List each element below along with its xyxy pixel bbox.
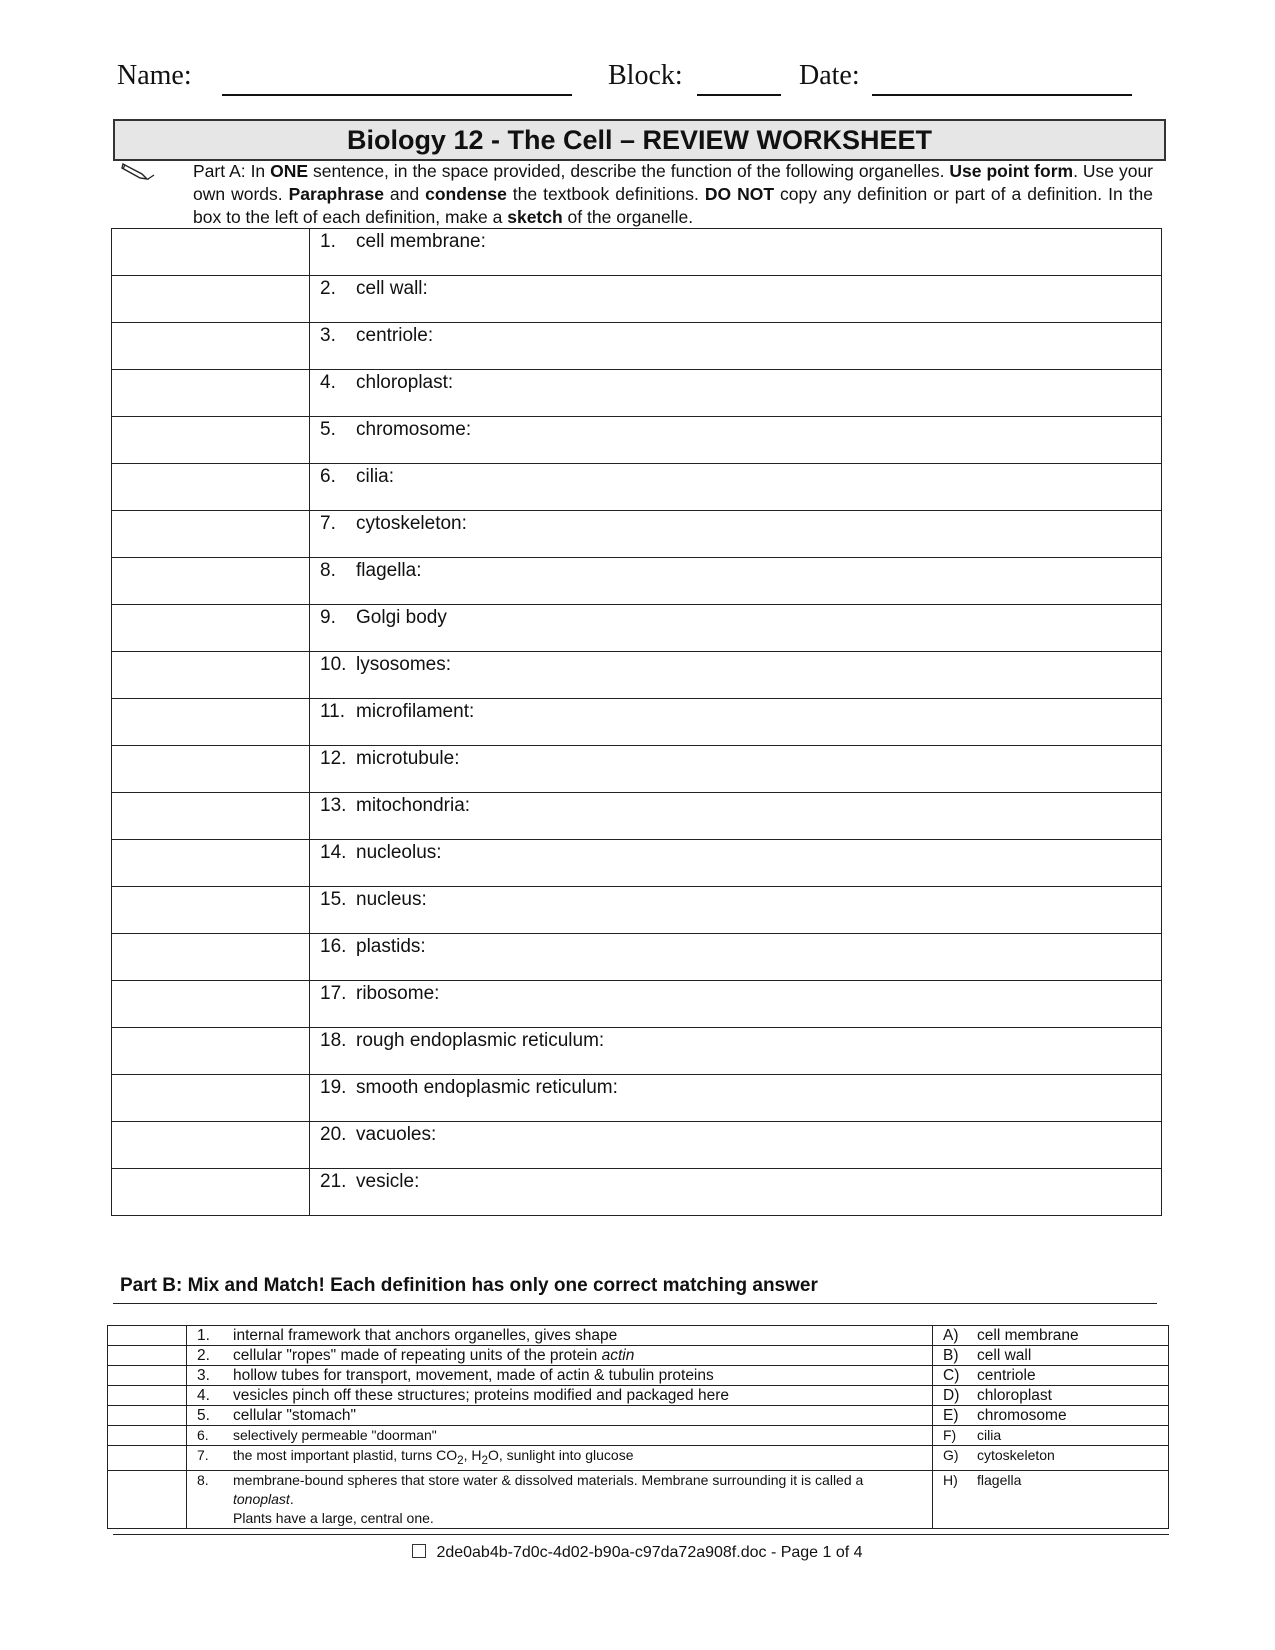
definition-box[interactable]: 13. mitochondria:: [310, 793, 1162, 840]
sketch-box[interactable]: [112, 464, 310, 511]
table-row: 3. hollow tubes for transport, movement, made of actin & tubulin proteins C) centriole: [108, 1366, 1169, 1386]
definition-box[interactable]: 3. centriole:: [310, 323, 1162, 370]
table-row: [112, 746, 1162, 793]
table-row: [112, 464, 1162, 511]
table-row: [112, 370, 1162, 417]
answer-blank[interactable]: [108, 1346, 187, 1366]
page-footer: 2de0ab4b-7d0c-4d02-b90a-c97da72a908f.doc - Page 1 of 4: [0, 1543, 1275, 1562]
definition-box[interactable]: 21. vesicle:: [310, 1169, 1162, 1216]
table-row: [112, 934, 1162, 981]
block-label: Block:: [608, 60, 683, 91]
header-fields: [0, 56, 1275, 100]
table-row: [112, 887, 1162, 934]
sketch-box[interactable]: [112, 699, 310, 746]
part-b-heading: Part B: Mix and Match! Each definition has only one correct matching answer: [120, 1275, 818, 1296]
answer-blank[interactable]: [108, 1470, 187, 1528]
definition-box[interactable]: 10. lysosomes:: [310, 652, 1162, 699]
table-row: [112, 511, 1162, 558]
sketch-box[interactable]: [112, 229, 310, 276]
table-row: [112, 1075, 1162, 1122]
sketch-box[interactable]: [112, 793, 310, 840]
definition-box[interactable]: 1. cell membrane:: [310, 229, 1162, 276]
organelle-table: [111, 228, 1162, 1216]
definition-box[interactable]: 20. vacuoles:: [310, 1122, 1162, 1169]
table-row: 8. membrane-bound spheres that store water & dissolved materials. Membrane surrounding it is called a tonoplast. Plants have a large, central one. H) flagella: [108, 1470, 1169, 1528]
table-row: 1. internal framework that anchors organelles, gives shape A) cell membrane: [108, 1326, 1169, 1346]
definition-box[interactable]: 4. chloroplast:: [310, 370, 1162, 417]
definition-box[interactable]: 12. microtubule:: [310, 746, 1162, 793]
sketch-box[interactable]: [112, 1122, 310, 1169]
sketch-box[interactable]: [112, 370, 310, 417]
sketch-box[interactable]: [112, 1075, 310, 1122]
definition-box[interactable]: 7. cytoskeleton:: [310, 511, 1162, 558]
definition-box[interactable]: 11. microfilament:: [310, 699, 1162, 746]
pencil-icon: [120, 160, 156, 182]
sketch-box[interactable]: [112, 840, 310, 887]
definition-box[interactable]: 6. cilia:: [310, 464, 1162, 511]
sketch-box[interactable]: [112, 511, 310, 558]
sketch-box[interactable]: [112, 276, 310, 323]
table-row: [112, 840, 1162, 887]
table-row: [112, 417, 1162, 464]
sketch-box[interactable]: [112, 417, 310, 464]
name-label: Name:: [117, 60, 192, 91]
table-row: [112, 605, 1162, 652]
answer-blank[interactable]: [108, 1366, 187, 1386]
answer-blank[interactable]: [108, 1326, 187, 1346]
date-blank[interactable]: [872, 94, 1132, 96]
worksheet-title: Biology 12 - The Cell – REVIEW WORKSHEET: [113, 119, 1166, 161]
definition-box[interactable]: 2. cell wall:: [310, 276, 1162, 323]
definition-box[interactable]: 9. Golgi body: [310, 605, 1162, 652]
sketch-box[interactable]: [112, 1028, 310, 1075]
block-blank[interactable]: [697, 94, 781, 96]
table-row: 4. vesicles pinch off these structures; proteins modified and packaged here D) chloroplast: [108, 1386, 1169, 1406]
sketch-box[interactable]: [112, 746, 310, 793]
sketch-box[interactable]: [112, 887, 310, 934]
definition-box[interactable]: 5. chromosome:: [310, 417, 1162, 464]
sketch-box[interactable]: [112, 981, 310, 1028]
table-row: 2. cellular "ropes" made of repeating units of the protein actin B) cell wall: [108, 1346, 1169, 1366]
answer-blank[interactable]: [108, 1386, 187, 1406]
table-row: [112, 229, 1162, 276]
part-a-instructions: Part A: In ONE sentence, in the space provided, describe the function of the following organelles. Use point form. Use your own words. Paraphrase and condense the textbook definitions. DO NOT copy any definition or part of a definition. In the box to the left of each definition, make a sketch of the organelle.: [193, 161, 1154, 227]
table-row: [112, 652, 1162, 699]
answer-blank[interactable]: [108, 1426, 187, 1446]
table-row: [112, 1028, 1162, 1075]
save-disk-icon: [412, 1544, 426, 1558]
table-row: [112, 699, 1162, 746]
table-row: [112, 276, 1162, 323]
sketch-box[interactable]: [112, 558, 310, 605]
table-row: [112, 323, 1162, 370]
sketch-box[interactable]: [112, 934, 310, 981]
definition-box[interactable]: 17. ribosome:: [310, 981, 1162, 1028]
definition-box[interactable]: 14. nucleolus:: [310, 840, 1162, 887]
definition-box[interactable]: 15. nucleus:: [310, 887, 1162, 934]
answer-blank[interactable]: [108, 1446, 187, 1471]
divider: [113, 1303, 1157, 1304]
table-row: [112, 1169, 1162, 1216]
definition-box[interactable]: 19. smooth endoplasmic reticulum:: [310, 1075, 1162, 1122]
match-table: [107, 1325, 1169, 1529]
definition-box[interactable]: 8. flagella:: [310, 558, 1162, 605]
table-row: 5. cellular "stomach" E) chromosome: [108, 1406, 1169, 1426]
definition-box[interactable]: 16. plastids:: [310, 934, 1162, 981]
footer-divider: [113, 1534, 1169, 1535]
table-row: [112, 793, 1162, 840]
name-blank[interactable]: [222, 94, 572, 96]
answer-blank[interactable]: [108, 1406, 187, 1426]
table-row: [112, 1122, 1162, 1169]
sketch-box[interactable]: [112, 605, 310, 652]
sketch-box[interactable]: [112, 323, 310, 370]
sketch-box[interactable]: [112, 652, 310, 699]
definition-box[interactable]: 18. rough endoplasmic reticulum:: [310, 1028, 1162, 1075]
table-row: 7. the most important plastid, turns $CO_2$, $H_2O$, sunlight into glucose G) cytoskeleton: [108, 1446, 1169, 1471]
table-row: [112, 558, 1162, 605]
table-row: 6. selectively permeable "doorman" F) cilia: [108, 1426, 1169, 1446]
sketch-box[interactable]: [112, 1169, 310, 1216]
table-row: [112, 981, 1162, 1028]
date-label: Date:: [799, 60, 860, 91]
